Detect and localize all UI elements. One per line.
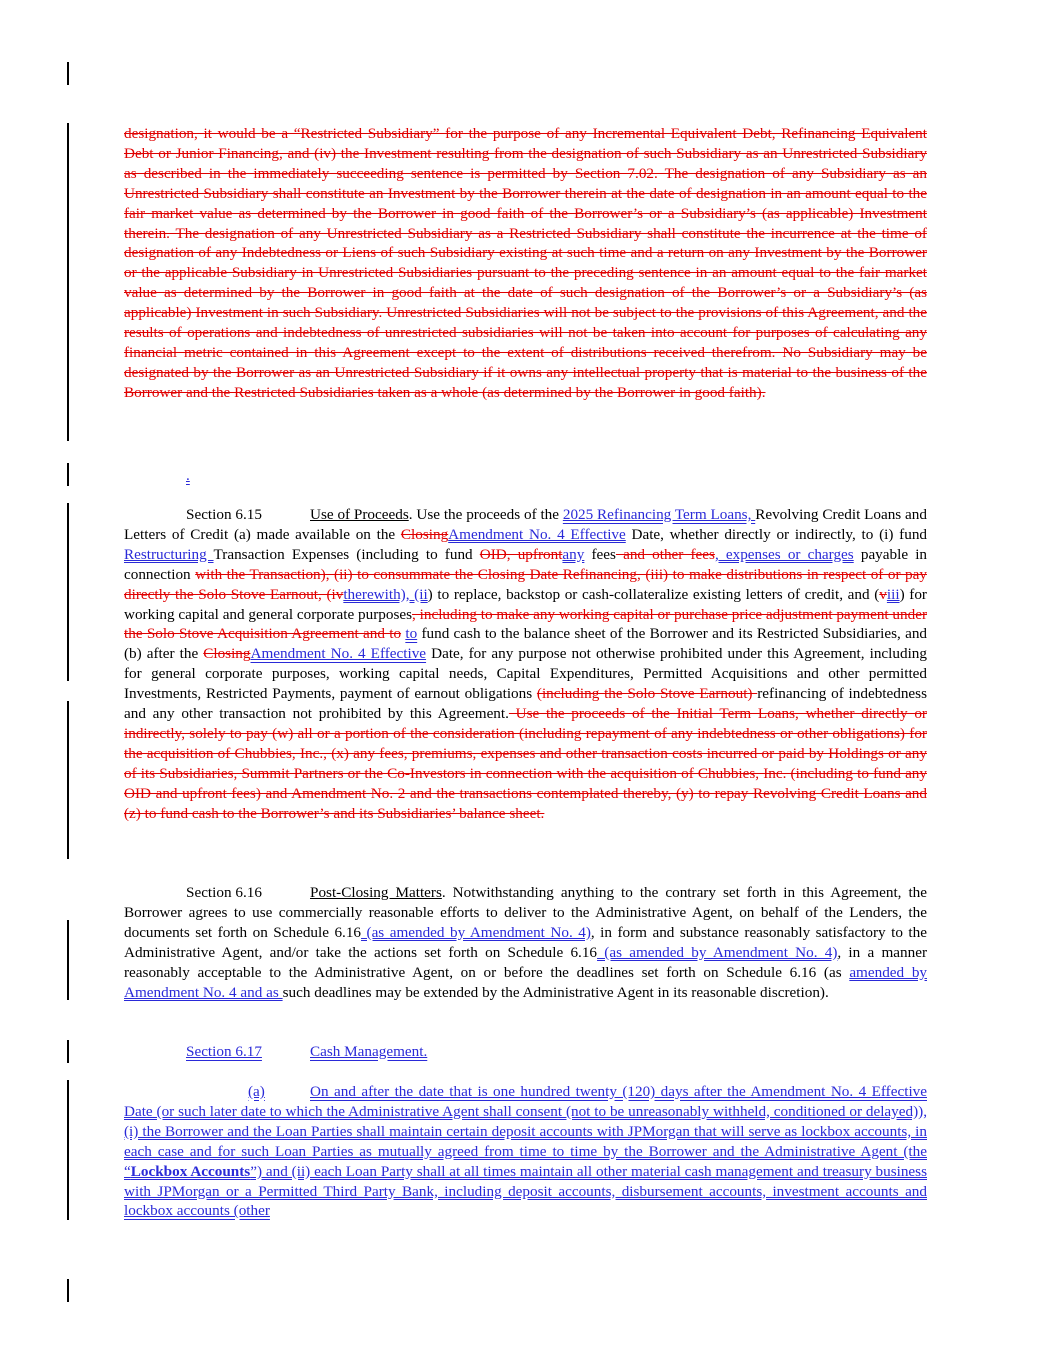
inserted-text: amended by Amendment No. 4 and as (124, 963, 928, 1001)
section-number: Section 6.15 (186, 506, 262, 523)
deleted-text: Closing (400, 525, 449, 543)
inserted-text: Restructuring (124, 545, 214, 563)
inserted-text: therewith), (ii (343, 585, 428, 603)
inserted-text: ”) and (ii) each Loan Party shall at all times maintain all other material cash management and treasury business with JPMorgan or a Permitted Third Party Bank, including deposit accounts, disbursement accounts, investment accounts and lockbox accounts (other (124, 1162, 927, 1220)
section-6-15 (124, 505, 927, 824)
deleted-text: (including the Solo Stove Earnout) (536, 685, 758, 703)
body-text: Date, whether directly or indirectly, to (i) fund (625, 525, 928, 543)
section-title: Post-Closing Matters (310, 884, 442, 901)
inserted-text: , expenses or charges (714, 545, 854, 563)
body-text: ) to replace, backstop or cash-collateralize existing letters of credit, and ( (427, 585, 880, 603)
defined-term: Lockbox Accounts (130, 1162, 251, 1180)
change-bar (67, 1279, 69, 1302)
change-bar (67, 123, 69, 441)
body-text: Date, for any purpose not otherwise prohibited under this Agreement, including for general corporate purposes, working capital needs, Capital Expenditures, Permitted Acquisitions and other permitted Investments, Restricted Payments, payment of earnout obligations (124, 645, 927, 703)
inserted-text: On and after the date that is one hundred twenty (120) days after the Amendment No. 4 Effective Date (or such later date to which the Administrative Agent shall consent (not to be unreasonably withheld, conditioned or delayed)), (i) the Borrower and the Loan Parties shall maintain certain deposit accounts with JPMorgan that will serve as lockbox accounts, in each case and for such Loan Parties as mutually agreed from time to time by the Borrower and the Administrative Agent (the “ (124, 1083, 927, 1180)
subsection-label: (a) (248, 1083, 265, 1100)
body-text: refinancing of indebtedness and any other transaction not prohibited by this Agreement. (124, 685, 927, 723)
body-text: payable in connection (124, 545, 928, 583)
section-number: Section 6.16 (186, 884, 262, 901)
deleted-paragraph (124, 124, 927, 403)
body-text: . Notwithstanding anything to the contrary set forth in this Agreement, the Borrower agrees to use commercially reasonable efforts to deliver to the Administrative Agent, on behalf of the Lenders, the documents set forth on Schedule 6.16 (124, 884, 927, 941)
inserted-text: (as amended by Amendment No. 4) (361, 923, 591, 941)
body-text: Transaction Expenses (including to fund (213, 545, 480, 563)
deleted-text: with the Transaction), (ii) to consummate the Closing Date Refinancing, (iii) to make distributions in respect of or pay directly the Solo Stove Earnout, (iv (124, 565, 927, 603)
section-title: Use of Proceeds (310, 506, 409, 523)
body-text: Revolving Credit Loans and Letters of Credit (a) made available on the (124, 506, 927, 543)
inserted-text: iii (886, 585, 900, 603)
change-bar (67, 920, 69, 1000)
inserted-text: to (405, 625, 418, 643)
inserted-period-line (124, 466, 927, 486)
section-6-16 (124, 883, 927, 1002)
section-title: Cash Management. (310, 1043, 428, 1060)
section-6-17-heading (124, 1042, 927, 1062)
change-bar (67, 503, 69, 681)
inserted-text: 2025 Refinancing Term Loans, (562, 506, 756, 523)
body-text: such deadlines may be extended by the Administrative Agent in its reasonable discretion). (282, 983, 829, 1001)
deleted-text: designation, it would be a “Restricted Subsidiary” for the purpose of any Incremental Equivalent Debt, Refinancing Equivalent Debt or Junior Financing, and (iv) the Investment resulting from the designation of such Subsidiary as an Unrestricted Subsidiary as described in the immediately succeeding sentence is permitted by Section 7.02. The designation of any Subsidiary as an Unrestricted Subsidiary shall constitute an Investment by the Borrower therein at the date of designation in an amount equal to the fair market value as determined by the Borrower in good faith of the Borrower’s or a Subsidiary’s (as applicable) Investment therein. The designation of any Unrestricted Subsidiary as a Restricted Subsidiary shall constitute the incurrence at the time of designation of any Indebtedness or Liens of such Subsidiary existing at such time and a return on any Investment by the Borrower or the applicable Subsidiary in Unrestricted Subsidiaries pursuant to the preceding sentence in an amount equal to the fair market value as determined by the Borrower in good faith at the date of such designation of the Borrower’s or a Subsidiary’s (as applicable) Investment in such Subsidiary. Unrestricted Subsidiaries will not be subject to the provisions of this Agreement, and the results of operations and indebtedness of unrestricted subsidiaries will not be taken into account for purposes of calculating any financial metric contained in this Agreement except to the extent of distributions received therefrom. No Subsidiary may be designated by the Borrower as an Unrestricted Subsidiary if it owns any intellectual property that is material to the business of the Borrower and the Restricted Subsidiaries taken as a whole (as determined by the Borrower in good faith). (124, 125, 927, 401)
inserted-text: (as amended by Amendment No. 4) (597, 943, 838, 961)
deleted-text: Use the proceeds of the Initial Term Loans, whether directly or indirectly, solely to pay (w) all or a portion of the consideration (including repayment of any indebtedness or other obligations) for the acquisition of Chubbies, Inc., (x) any fees, premiums, expenses and other transaction costs incurred or paid by Holdings or any of its Subsidiaries, Summit Partners or the Co-Investors in connection with the acquisition of Chubbies, Inc. (including to fund any OID and upfront fees) and Amendment No. 2 and the transactions contemplated thereby, (y) to repay Revolving Credit Loans and (z) to fund cash to the Borrower’s and its Subsidiaries’ balance sheet. (124, 705, 927, 822)
body-text: , in a manner reasonably acceptable to the Administrative Agent, on or before the deadlines set forth on Schedule 6.16 (as (124, 943, 927, 981)
body-text: fund cash to the balance sheet of the Borrower and its Restricted Subsidiaries, and (b) after the (124, 625, 928, 663)
body-text: , in form and substance reasonably satisfactory to the Administrative Agent, and/or take the actions set forth on Schedule 6.16 (124, 923, 927, 961)
deleted-text: Closing (203, 645, 251, 663)
change-bar (67, 463, 69, 486)
deleted-text: v (879, 585, 887, 603)
change-bar (67, 1040, 69, 1063)
change-bar (67, 701, 69, 859)
change-bar (67, 62, 69, 85)
deleted-text: and other fees (615, 545, 715, 563)
inserted-text: any (562, 545, 585, 563)
body-text: ) for working capital and general corporate purposes (124, 585, 927, 623)
inserted-text: . (186, 467, 190, 484)
section-number: Section 6.17 (186, 1043, 262, 1060)
inserted-text: Amendment No. 4 Effective (448, 525, 626, 543)
body-text: . Use the proceeds of the (408, 506, 563, 523)
deleted-text: , including to make any working capital or purchase price adjustment payment under the Solo Stove Acquisition Agreement and to (124, 605, 928, 643)
inserted-text: Amendment No. 4 Effective (250, 645, 427, 663)
section-6-17-a (124, 1082, 927, 1221)
inserted-text (131, 1163, 250, 1180)
deleted-text: OID, upfront (479, 545, 563, 563)
change-bar (67, 1080, 69, 1220)
body-text: fees (584, 545, 616, 563)
